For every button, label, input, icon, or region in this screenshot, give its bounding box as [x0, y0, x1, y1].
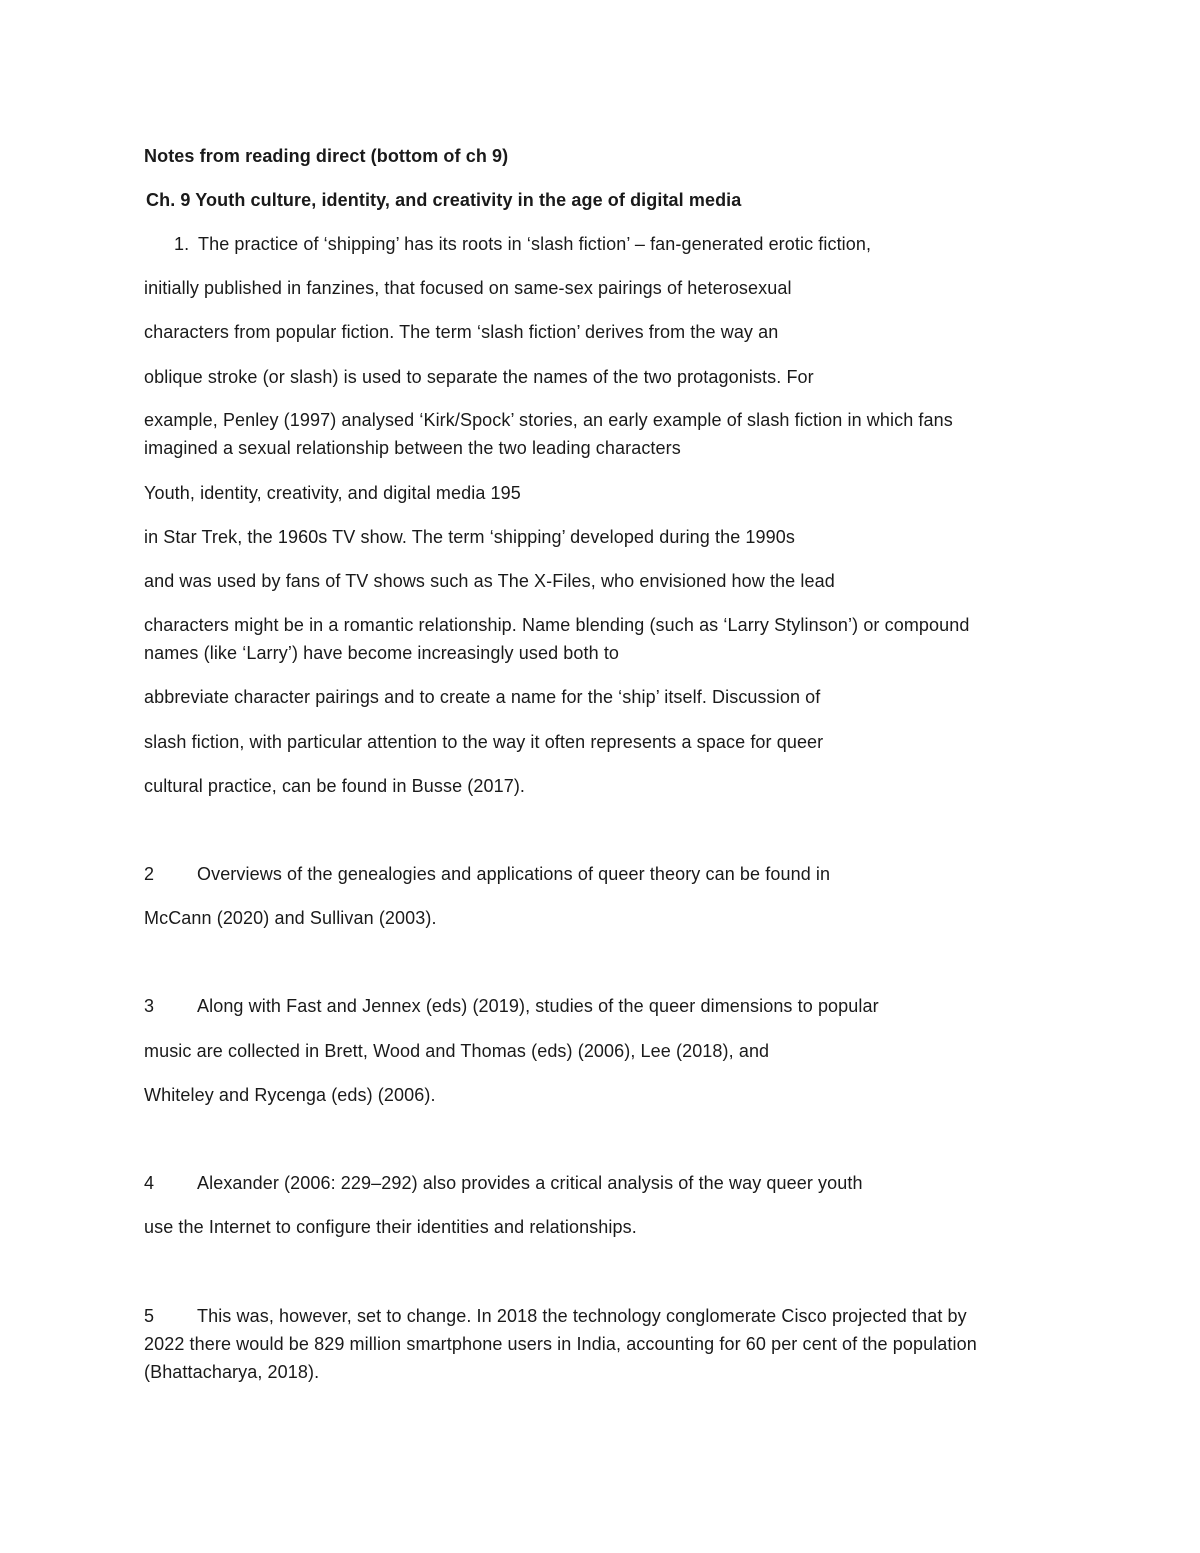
note-1-line: characters might be in a romantic relationship. Name blending (such as ‘Larry Stylinson’) or compound [144, 615, 970, 635]
note-2-line: Overviews of the genealogies and applications of queer theory can be found in [197, 864, 831, 884]
note-1-line: characters from popular fiction. The term ‘slash fiction’ derives from the way an [144, 322, 779, 342]
note-5-line: This was, however, set to change. In 2018 the technology conglomerate Cisco projected that by [197, 1306, 967, 1326]
note-3-line: Along with Fast and Jennex (eds) (2019), studies of the queer dimensions to popular [197, 996, 879, 1016]
note-5-line: 2022 there would be 829 million smartphone users in India, accounting for 60 per cent of the population [144, 1334, 977, 1354]
note-1-line: and was used by fans of TV shows such as The X-Files, who envisioned how the lead [144, 571, 835, 591]
note-4-number: 4 [144, 1173, 155, 1193]
note-3-number: 3 [144, 996, 155, 1016]
note-1-line: slash fiction, with particular attention to the way it often represents a space for queer [144, 732, 824, 752]
note-4-line: use the Internet to configure their identities and relationships. [144, 1217, 637, 1237]
note-1-line: abbreviate character pairings and to create a name for the ‘ship’ itself. Discussion of [144, 687, 821, 707]
note-1-line: example, Penley (1997) analysed ‘Kirk/Spock’ stories, an early example of slash fiction in which fans [144, 410, 953, 430]
note-1-line: initially published in fanzines, that focused on same-sex pairings of heterosexual [144, 278, 792, 298]
document-heading: Notes from reading direct (bottom of ch 9) [144, 146, 509, 166]
note-5-line: (Bhattacharya, 2018). [144, 1362, 320, 1382]
note-1-number: 1. [174, 234, 190, 254]
note-3-line: Whiteley and Rycenga (eds) (2006). [144, 1085, 436, 1105]
note-2-line: McCann (2020) and Sullivan (2003). [144, 908, 437, 928]
note-1-line: oblique stroke (or slash) is used to separate the names of the two protagonists. For [144, 367, 814, 387]
note-1-line: cultural practice, can be found in Busse (2017). [144, 776, 526, 796]
note-4-line: Alexander (2006: 229–292) also provides a critical analysis of the way queer youth [197, 1173, 863, 1193]
note-3-line: music are collected in Brett, Wood and Thomas (eds) (2006), Lee (2018), and [144, 1041, 770, 1061]
note-1-line: names (like ‘Larry’) have become increasingly used both to [144, 643, 620, 663]
chapter-title: Ch. 9 Youth culture, identity, and creativity in the age of digital media [146, 190, 742, 210]
note-1-line: imagined a sexual relationship between the two leading characters [144, 438, 681, 458]
note-1-line: in Star Trek, the 1960s TV show. The term ‘shipping’ developed during the 1990s [144, 527, 795, 547]
note-2-number: 2 [144, 864, 155, 884]
note-1-line: The practice of ‘shipping’ has its roots in ‘slash fiction’ – fan-generated erotic fiction, [198, 234, 872, 254]
running-header: Youth, identity, creativity, and digital media 195 [144, 483, 521, 503]
note-5-number: 5 [144, 1306, 155, 1326]
